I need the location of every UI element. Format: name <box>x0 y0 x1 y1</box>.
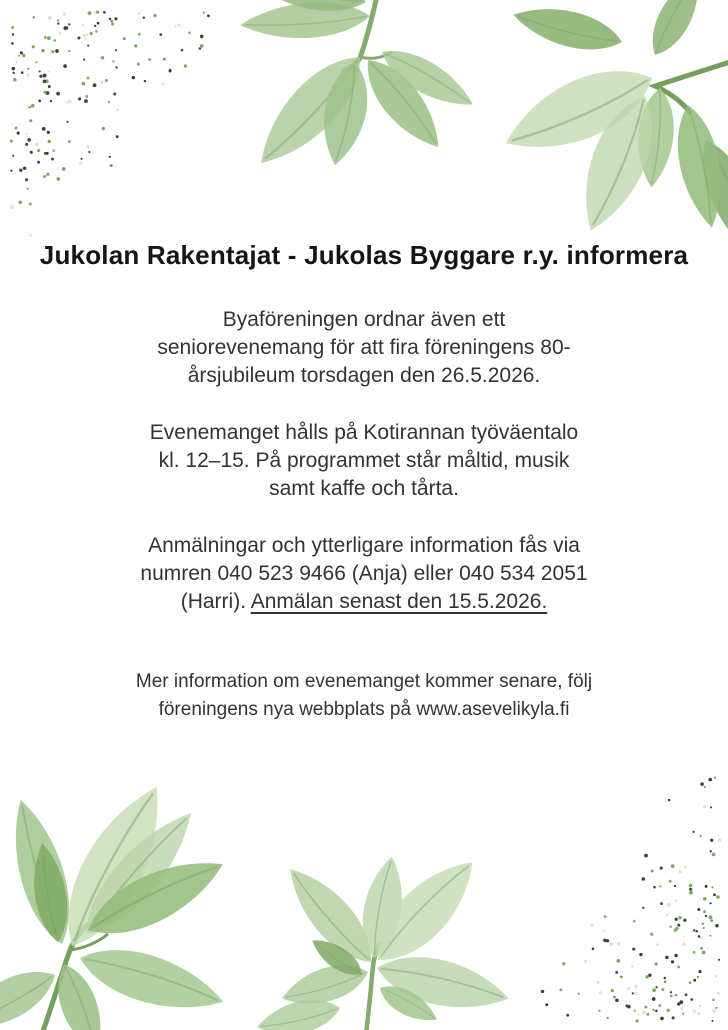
paragraph-venue-program <box>0 419 728 503</box>
text-line: Anmälningar och ytterligare information fås via <box>148 534 580 557</box>
registration-contact: (Harri). <box>180 590 251 613</box>
text-line: kl. 12–15. På programmet står måltid, musik <box>158 449 570 472</box>
text-line: Mer information om evenemanget kommer senare, följ <box>135 671 593 692</box>
paragraph-registration <box>0 532 728 616</box>
website-url: www.asevelikyla.fi <box>416 699 570 720</box>
text-line: seniorevenemang för att fira föreningens 80- <box>157 336 571 359</box>
website-prefix: föreningens nya webbplats på <box>158 699 417 720</box>
text-line: årsjubileum torsdagen den 26.5.2026. <box>187 364 541 387</box>
dot-confetti-bottom-right <box>541 776 722 1022</box>
text-line: Evenemanget hålls på Kotirannan työväentalo <box>149 421 579 444</box>
registration-deadline: Anmälan senast den 15.5.2026. <box>250 590 548 613</box>
leaf-shape <box>509 0 626 59</box>
text-line <box>0 588 728 616</box>
paragraph-more-info <box>0 668 728 724</box>
text-line: samt kaffe och tårta. <box>269 477 459 500</box>
dot-confetti-top-left <box>10 11 210 237</box>
leaf-cluster-top-right <box>494 0 728 267</box>
text-line: numren 040 523 9466 (Anja) eller 040 534 2051 <box>140 562 588 585</box>
text-line: Byaföreningen ordnar även ett <box>222 308 506 331</box>
poster-content <box>0 238 728 724</box>
text-line <box>0 696 728 724</box>
poster-title: Jukolan Rakentajat - Jukolas Byggare r.y. informera <box>39 240 689 270</box>
leaf-cluster-bottom-center <box>254 845 514 1030</box>
leaf-cluster-top-center <box>239 0 481 179</box>
leaf-cluster-bottom-left <box>0 773 233 1030</box>
leaf-shape <box>641 0 711 62</box>
paragraph-senior-event <box>0 306 728 390</box>
